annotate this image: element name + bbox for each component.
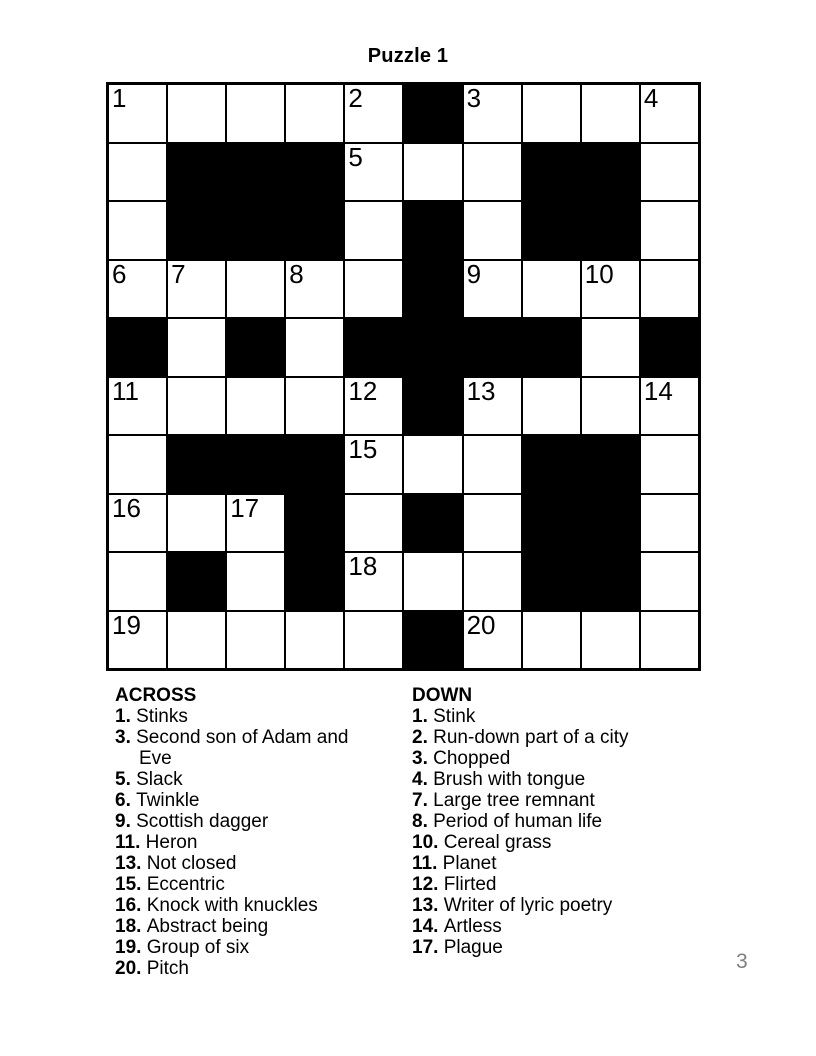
- clue-number: 8.: [412, 811, 428, 832]
- grid-cell: [641, 375, 698, 435]
- grid-cell: [523, 612, 580, 669]
- grid-cell: [404, 436, 461, 493]
- down-clue-list: [412, 706, 712, 958]
- clue-number: 10.: [412, 832, 439, 853]
- clue-item: [412, 706, 712, 727]
- clue-number: 20.: [115, 958, 142, 979]
- cell-number: 15: [348, 434, 378, 464]
- down-heading: DOWN: [412, 685, 473, 706]
- cell-number: 9: [466, 258, 482, 289]
- grid-cell: [168, 495, 225, 552]
- clue-text: Chopped: [427, 748, 511, 769]
- clue-item: [412, 874, 712, 895]
- black-cell: [523, 144, 580, 201]
- black-cell: [286, 202, 343, 259]
- page-number: 3: [736, 950, 748, 973]
- across-clue-list: [115, 706, 371, 979]
- black-cell: [404, 495, 461, 552]
- clue-text: Period of human life: [427, 811, 603, 832]
- clue-number: 18.: [115, 916, 142, 937]
- grid-cell: [345, 436, 402, 493]
- grid-cell: [641, 436, 698, 493]
- grid-cell: [109, 85, 166, 142]
- clue-text: Slack: [130, 769, 183, 790]
- across-heading: ACROSS: [115, 685, 197, 706]
- grid-cell: [345, 612, 402, 669]
- cell-number: 12: [348, 375, 378, 406]
- grid-cell: [345, 85, 402, 142]
- black-cell: [168, 553, 225, 610]
- black-cell: [286, 495, 343, 552]
- cell-number: 6: [112, 258, 127, 289]
- cell-number: 19: [112, 609, 141, 640]
- grid-cell: [641, 144, 698, 201]
- black-cell: [345, 319, 402, 376]
- black-cell: [582, 436, 639, 493]
- clue-item: [115, 916, 371, 937]
- cell-number: 7: [171, 258, 186, 289]
- cell-number: 11: [112, 375, 139, 406]
- clue-item: [412, 727, 712, 748]
- cell-number: 8: [289, 258, 304, 289]
- grid-cell: [227, 612, 284, 669]
- grid-cell: [168, 258, 225, 318]
- clue-item: [115, 727, 371, 769]
- clue-number: 1.: [115, 706, 131, 727]
- clue-text: Stink: [427, 706, 476, 727]
- clue-number: 7.: [412, 790, 428, 811]
- clue-number: 4.: [412, 769, 428, 790]
- black-cell: [404, 85, 461, 142]
- clue-text: Second son of Adam and Eve: [130, 727, 349, 769]
- clue-text: Pitch: [141, 958, 189, 979]
- clue-item: [412, 769, 712, 790]
- clue-item: [115, 769, 371, 790]
- grid-cell: [109, 492, 166, 552]
- cell-number: 4: [643, 83, 659, 113]
- clue-item: [412, 853, 712, 874]
- clue-item: [115, 895, 371, 916]
- clue-text: Not closed: [141, 853, 237, 874]
- black-cell: [523, 202, 580, 259]
- clue-number: 1.: [412, 706, 428, 727]
- grid-cell: [582, 612, 639, 669]
- clue-number: 2.: [412, 727, 428, 748]
- black-cell: [523, 553, 580, 610]
- clue-item: [412, 832, 712, 853]
- grid-cell: [464, 553, 521, 610]
- clue-item: [115, 706, 371, 727]
- clue-number: 6.: [115, 790, 131, 811]
- clue-number: 5.: [115, 769, 131, 790]
- grid-cell: [404, 553, 461, 610]
- grid-cell: [582, 319, 639, 376]
- clue-text: Twinkle: [130, 790, 200, 811]
- grid-cell: [404, 144, 461, 201]
- grid-cell: [109, 144, 166, 201]
- across-section: [115, 685, 371, 979]
- black-cell: [523, 319, 580, 376]
- grid-cell: [227, 492, 284, 552]
- cell-number: 17: [230, 492, 260, 523]
- cell-number: 2: [348, 83, 363, 113]
- crossword-grid: [106, 82, 701, 671]
- clue-text: Eccentric: [141, 874, 225, 895]
- black-cell: [404, 378, 461, 435]
- grid-cell: [464, 609, 521, 669]
- grid-cell: [464, 258, 521, 318]
- clue-item: [412, 790, 712, 811]
- black-cell: [109, 319, 166, 376]
- clue-item: [412, 916, 712, 937]
- black-cell: [286, 553, 343, 610]
- cell-number: 13: [466, 375, 496, 406]
- down-section: [412, 685, 712, 958]
- clue-number: 3.: [412, 748, 428, 769]
- clue-text: Brush with tongue: [427, 769, 586, 790]
- grid-cell: [582, 378, 639, 435]
- cell-number: 18: [348, 551, 378, 581]
- grid-cell: [286, 85, 343, 142]
- grid-cell: [286, 378, 343, 435]
- grid-cell: [345, 141, 402, 201]
- clue-item: [115, 790, 371, 811]
- grid-cell: [641, 553, 698, 610]
- clue-number: 17.: [412, 937, 439, 958]
- grid-cell: [641, 495, 698, 552]
- black-cell: [227, 144, 284, 201]
- black-cell: [404, 612, 461, 669]
- clue-item: [412, 748, 712, 769]
- clue-text: Heron: [140, 832, 198, 853]
- clue-text: Writer of lyric poetry: [438, 895, 613, 916]
- grid-cell: [345, 495, 402, 552]
- grid-cell: [464, 202, 521, 259]
- black-cell: [464, 319, 521, 376]
- grid-cell: [109, 202, 166, 259]
- black-cell: [168, 144, 225, 201]
- clue-item: [412, 937, 712, 958]
- clue-text: Run-down part of a city: [427, 727, 629, 748]
- grid-cell: [286, 612, 343, 669]
- grid-cell: [109, 609, 166, 669]
- clue-number: 3.: [115, 727, 131, 748]
- black-cell: [404, 261, 461, 318]
- grid-cell: [286, 319, 343, 376]
- page-title: Puzzle 1: [367, 45, 449, 67]
- grid-cell: [109, 258, 166, 318]
- black-cell: [286, 436, 343, 493]
- grid-cell: [168, 612, 225, 669]
- grid-cell: [168, 85, 225, 142]
- clue-item: [115, 874, 371, 895]
- grid-cell: [227, 378, 284, 435]
- black-cell: [641, 319, 698, 376]
- black-cell: [582, 553, 639, 610]
- clue-number: 11.: [115, 832, 141, 853]
- grid-cell: [641, 202, 698, 259]
- grid-cell: [464, 144, 521, 201]
- black-cell: [582, 144, 639, 201]
- grid-cell: [464, 85, 521, 142]
- grid-cell: [227, 261, 284, 318]
- cell-number: 20: [466, 609, 496, 640]
- grid-cell: [641, 261, 698, 318]
- clue-number: 13.: [412, 895, 439, 916]
- clue-item: [115, 832, 371, 853]
- cell-number: 3: [466, 83, 482, 113]
- grid-cell: [168, 378, 225, 435]
- grid-cell: [227, 553, 284, 610]
- clue-item: [115, 958, 371, 979]
- grid-cell: [109, 375, 166, 435]
- cell-number: 16: [112, 492, 141, 523]
- grid-cell: [464, 495, 521, 552]
- black-cell: [227, 436, 284, 493]
- grid-cell: [168, 319, 225, 376]
- black-cell: [168, 436, 225, 493]
- clue-number: 14.: [412, 916, 439, 937]
- clue-text: Scottish dagger: [130, 811, 269, 832]
- grid-cell: [345, 553, 402, 610]
- clue-number: 12.: [412, 874, 439, 895]
- black-cell: [523, 495, 580, 552]
- clue-text: Cereal grass: [438, 832, 552, 853]
- grid-cell: [345, 375, 402, 435]
- clue-number: 15.: [115, 874, 142, 895]
- black-cell: [404, 202, 461, 259]
- grid-cell: [345, 261, 402, 318]
- clue-text: Knock with knuckles: [141, 895, 318, 916]
- grid-cell: [345, 202, 402, 259]
- clue-text: Group of six: [141, 937, 250, 958]
- black-cell: [227, 319, 284, 376]
- grid-cell: [523, 261, 580, 318]
- black-cell: [582, 495, 639, 552]
- cell-number: 5: [348, 141, 363, 172]
- grid-cell: [109, 436, 166, 493]
- cell-number: 14: [643, 375, 673, 406]
- grid-cell: [464, 436, 521, 493]
- grid-cell: [227, 85, 284, 142]
- grid-cell: [641, 85, 698, 142]
- grid-cell: [523, 378, 580, 435]
- grid-cell: [286, 258, 343, 318]
- clue-item: [115, 853, 371, 874]
- black-cell: [582, 202, 639, 259]
- clue-item: [412, 811, 712, 832]
- black-cell: [227, 202, 284, 259]
- clue-text: Large tree remnant: [427, 790, 595, 811]
- black-cell: [523, 436, 580, 493]
- clue-text: Plague: [438, 937, 503, 958]
- grid-cell: [109, 553, 166, 610]
- cell-number: 10: [584, 258, 614, 289]
- clue-text: Artless: [438, 916, 502, 937]
- black-cell: [286, 144, 343, 201]
- clue-item: [115, 811, 371, 832]
- clue-number: 13.: [115, 853, 142, 874]
- clue-text: Flirted: [438, 874, 497, 895]
- clue-item: [412, 895, 712, 916]
- clue-number: 19.: [115, 937, 142, 958]
- clue-number: 16.: [115, 895, 142, 916]
- clue-text: Planet: [437, 853, 497, 874]
- clue-number: 11.: [412, 853, 438, 874]
- grid-cell: [641, 612, 698, 669]
- cell-number: 1: [112, 83, 127, 113]
- grid-cell: [523, 85, 580, 142]
- clue-number: 9.: [115, 811, 131, 832]
- black-cell: [168, 202, 225, 259]
- clue-text: Stinks: [130, 706, 188, 727]
- clue-text: Abstract being: [141, 916, 269, 937]
- grid-cell: [582, 85, 639, 142]
- black-cell: [404, 319, 461, 376]
- grid-cell: [464, 375, 521, 435]
- grid-cell: [582, 258, 639, 318]
- clue-item: [115, 937, 371, 958]
